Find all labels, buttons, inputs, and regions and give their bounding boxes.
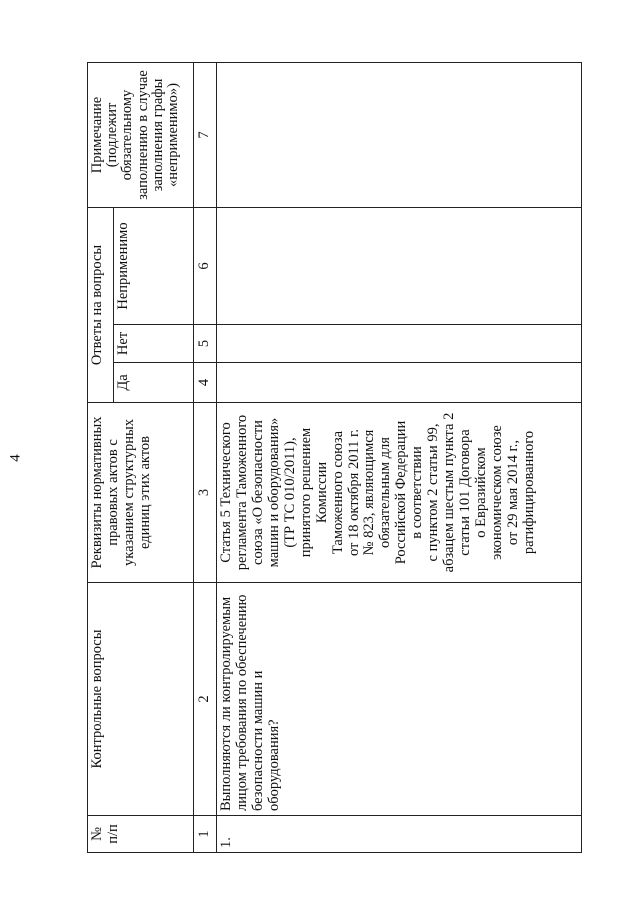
legal-act-line: принятого решением	[297, 427, 314, 558]
control-question: Выполняются ли контролируемым лицом требования по обеспечению безопасности машин и оборудования?	[217, 583, 582, 816]
legal-act-line: статьи 101 Договора	[457, 429, 474, 556]
column-number: 1	[194, 816, 217, 853]
legal-act-line: от 18 октября 2011 г.	[345, 429, 362, 557]
row-number: 1.	[217, 816, 582, 853]
legal-act-line: Российской Федерации	[393, 420, 410, 565]
legal-act-line: союза «О безопасности	[249, 420, 266, 565]
legal-act-line: Таможенного союза	[329, 430, 346, 555]
header-yes: Да	[114, 363, 194, 403]
legal-act-line: ратифицированного	[520, 430, 537, 555]
legal-act-line: обязательным для	[377, 437, 394, 548]
legal-act-line: № 823, являющимся	[361, 429, 378, 556]
header-acts: Реквизиты нормативных правовых актов с указанием структурных единиц этих актов	[88, 403, 194, 583]
header-not-applicable: Неприменимо	[114, 208, 194, 325]
rotated-table-container	[87, 63, 582, 853]
header-num: № п/п	[88, 816, 194, 853]
column-number: 4	[194, 363, 217, 403]
legal-act-line: абзацем шестым пункта 2	[441, 412, 458, 573]
column-number: 7	[194, 63, 217, 208]
header-note: Примечание (подлежит обязательному заполнению в случае заполнения графы «неприменимо»)	[88, 63, 194, 208]
column-number: 5	[194, 325, 217, 363]
table-row	[217, 63, 582, 853]
legal-acts-cell	[217, 403, 582, 583]
legal-act-line: (ТР ТС 010/2011),	[281, 437, 298, 548]
header-no: Нет	[114, 325, 194, 363]
legal-act-line: экономическом союзе	[488, 425, 505, 560]
page-number-text: 4	[7, 454, 23, 462]
column-number: 6	[194, 208, 217, 325]
header-row-top	[88, 63, 114, 853]
legal-act-line: Статья 5 Технического	[218, 422, 234, 563]
legal-act-line: машин и оборудования»	[265, 417, 282, 568]
control-questions-table	[87, 62, 582, 853]
legal-act-line: в соответствии	[409, 446, 426, 539]
answer-no-cell[interactable]	[217, 325, 582, 363]
answer-yes-cell[interactable]	[217, 363, 582, 403]
legal-act-line: регламента Таможенного	[233, 414, 250, 571]
header-answers: Ответы на вопросы	[88, 208, 114, 403]
legal-act-line: от 29 мая 2014 г.,	[504, 439, 521, 546]
legal-act-line: с пунктом 2 статьи 99,	[425, 423, 442, 562]
answer-not-applicable-cell[interactable]	[217, 208, 582, 325]
column-number: 2	[194, 583, 217, 816]
legal-act-line: Комиссии	[313, 461, 330, 524]
column-numbers-row	[194, 63, 217, 853]
legal-act-line: о Евразийском	[473, 447, 489, 538]
note-cell[interactable]	[217, 63, 582, 208]
page-number	[7, 448, 23, 468]
column-number: 3	[194, 403, 217, 583]
header-questions: Контрольные вопросы	[88, 583, 194, 816]
